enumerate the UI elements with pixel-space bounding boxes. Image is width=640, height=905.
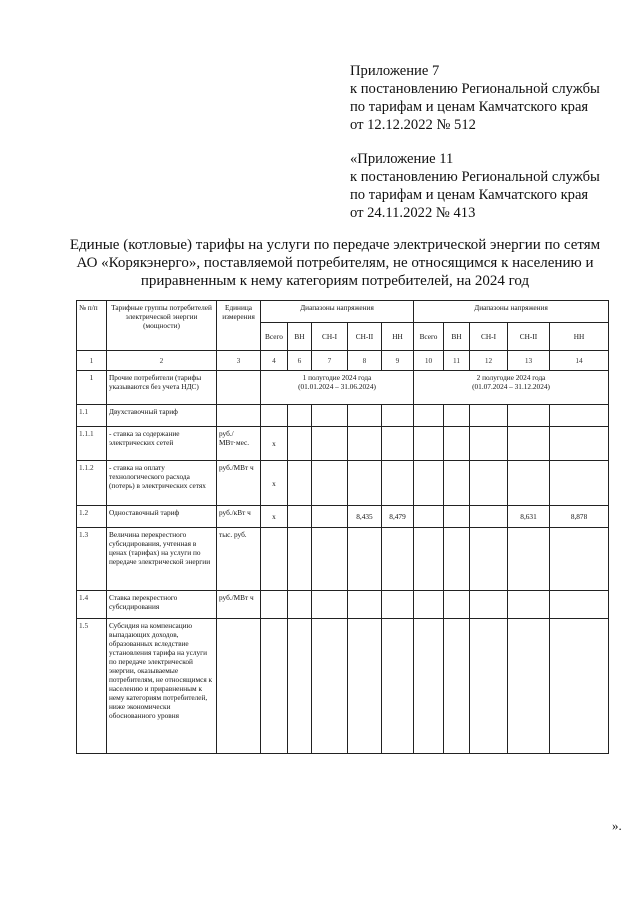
column-number: 7 [312,351,348,371]
subheader-cell: СН-I [312,323,348,351]
row-unit [217,405,261,427]
value-cell [288,405,312,427]
value-cell [312,427,348,461]
appendix-line: от 24.11.2022 № 413 [350,205,476,221]
column-number: 12 [470,351,508,371]
subheader-cell: ВН [444,323,470,351]
value-cell [348,461,382,506]
value-cell [470,427,508,461]
value-cell [261,528,288,591]
tariff-table [76,300,609,754]
value-cell [550,528,609,591]
column-number: 11 [444,351,470,371]
value-cell [312,405,348,427]
row-label: Двухставочный тариф [107,405,217,427]
section-num: 1 [77,371,107,405]
value-cell [288,619,312,754]
value-cell [444,405,470,427]
subheader-cell: НН [550,323,609,351]
appendix-line: от 12.12.2022 № 512 [350,117,476,133]
row-num: 1.1.2 [77,461,107,506]
value-cell [470,528,508,591]
column-number: 14 [550,351,609,371]
subheader-cell: СН-I [470,323,508,351]
column-number: 13 [508,351,550,371]
value-cell [288,506,312,528]
value-cell [312,591,348,619]
subheader-cell: ВН [288,323,312,351]
value-cell [550,405,609,427]
header-range-1: Диапазоны напряжения [261,301,414,323]
value-cell [382,591,414,619]
period-2-label: 2 полугодие 2024 года [476,373,546,382]
row-label: - ставка за содержание электрических сетей [107,427,217,461]
value-cell [470,619,508,754]
appendix-line: к постановлению Региональной службы [350,81,600,97]
table-row [77,461,609,506]
header-range-2: Диапазоны напряжения [414,301,609,323]
value-cell [382,619,414,754]
row-unit: тыс. руб. [217,528,261,591]
table-row [77,528,609,591]
value-cell [261,405,288,427]
period-2-dates: (01.07.2024 – 31.12.2024) [472,382,550,391]
value-cell [348,427,382,461]
value-cell: 8,435 [348,506,382,528]
value-cell [312,619,348,754]
value-cell [508,619,550,754]
value-cell [470,461,508,506]
value-cell [348,591,382,619]
column-number: 3 [217,351,261,371]
value-cell [414,591,444,619]
value-cell [508,427,550,461]
column-number: 8 [348,351,382,371]
row-num: 1.2 [77,506,107,528]
closing-quote: ». [612,818,622,833]
value-cell [414,528,444,591]
table-row [77,506,609,528]
subheader-cell: СН-II [348,323,382,351]
value-cell: 8,479 [382,506,414,528]
value-cell: 8,631 [508,506,550,528]
row-unit [217,619,261,754]
row-unit: руб./МВт ч [217,591,261,619]
row-num: 1.1.1 [77,427,107,461]
value-cell [508,528,550,591]
value-cell [470,591,508,619]
value-cell [261,591,288,619]
row-label: Субсидия на компенсацию выпадающих доходов, образованных вследствие установления тарифа на услуги по передаче электрической энергии, оказываемые потребителям, не относящимся к населению и приравненным к нему категориям потребителей, ниже экономически обоснованного уровня [107,619,217,754]
value-cell [444,528,470,591]
value-cell [312,528,348,591]
column-number: 6 [288,351,312,371]
table-row [77,619,609,754]
value-cell [470,506,508,528]
value-cell [288,427,312,461]
row-num: 1.1 [77,405,107,427]
value-cell [312,506,348,528]
column-number: 4 [261,351,288,371]
row-num: 1.3 [77,528,107,591]
value-cell [414,506,444,528]
value-cell [348,405,382,427]
column-number: 9 [382,351,414,371]
column-number: 10 [414,351,444,371]
row-label: Ставка перекрестного субсидирования [107,591,217,619]
title-line: Единые (котловые) тарифы на услуги по передаче электрической энергии по сетям [69,237,601,253]
header-row [77,301,609,323]
value-cell [382,461,414,506]
title-line: приравненным к нему категориям потребителей, на 2024 год [140,273,530,289]
value-cell [444,461,470,506]
period-1 [261,371,414,405]
row-unit: руб./МВт ч [217,461,261,506]
value-cell [414,405,444,427]
column-number: 2 [107,351,217,371]
value-cell [550,619,609,754]
period-2 [414,371,609,405]
row-num: 1.5 [77,619,107,754]
row-label: Одноставочный тариф [107,506,217,528]
subheader-cell: Всего [261,323,288,351]
value-cell [288,461,312,506]
value-cell [414,427,444,461]
header-group: Тарифные группы потребителей электрической энергии (мощности) [107,301,217,351]
value-cell: х [261,506,288,528]
table-row [77,591,609,619]
section-row [77,371,609,405]
period-1-dates: (01.01.2024 – 31.06.2024) [298,382,376,391]
value-cell [444,427,470,461]
section-label: Прочие потребители (тарифы указываются без учета НДС) [107,371,217,405]
appendix-line: по тарифам и ценам Камчатского края [350,187,589,203]
value-cell: х [261,461,288,506]
value-cell [444,619,470,754]
value-cell [261,619,288,754]
column-number: 1 [77,351,107,371]
subheader-cell: СН-II [508,323,550,351]
appendix-line: Приложение 7 [350,63,440,79]
value-cell [508,591,550,619]
subheader-cell: НН [382,323,414,351]
value-cell [550,427,609,461]
value-cell [348,528,382,591]
header-num: № п/п [77,301,107,351]
table-row [77,427,609,461]
appendix-old-header [350,150,600,222]
value-cell: 8,878 [550,506,609,528]
value-cell [508,461,550,506]
value-cell [348,619,382,754]
value-cell [382,427,414,461]
value-cell [312,461,348,506]
row-unit: руб./кВт ч [217,506,261,528]
value-cell [508,405,550,427]
row-label: - ставка на оплату технологического расхода (потерь) в электрических сетях [107,461,217,506]
appendix-line: по тарифам и ценам Камчатского края [350,99,589,115]
value-cell [414,619,444,754]
value-cell [470,405,508,427]
value-cell [288,591,312,619]
value-cell [382,528,414,591]
title-line: АО «Корякэнерго», поставляемой потребителям, не относящимся к населению и [76,255,594,271]
table-row [77,405,609,427]
row-unit: руб./МВт·мес. [217,427,261,461]
appendix-line: «Приложение 11 [350,151,454,167]
column-number-row [77,351,609,371]
value-cell [414,461,444,506]
row-label: Величина перекрестного субсидирования, учтенная в ценах (тарифах) на услуги по передаче электрической энергии [107,528,217,591]
period-1-label: 1 полугодие 2024 года [302,373,372,382]
document-title [40,236,630,290]
section-unit [217,371,261,405]
value-cell [382,405,414,427]
value-cell [288,528,312,591]
appendix-line: к постановлению Региональной службы [350,169,600,185]
row-num: 1.4 [77,591,107,619]
value-cell [550,591,609,619]
appendix-header [350,62,600,134]
value-cell [444,591,470,619]
subheader-cell: Всего [414,323,444,351]
value-cell: х [261,427,288,461]
value-cell [550,461,609,506]
header-unit: Единица измерения [217,301,261,351]
value-cell [444,506,470,528]
